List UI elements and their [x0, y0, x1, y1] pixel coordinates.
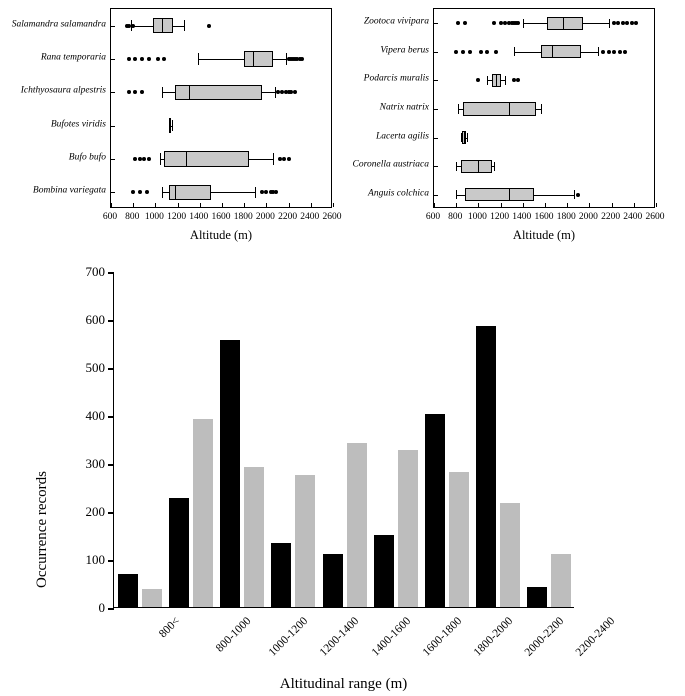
- y-tick: [108, 272, 114, 274]
- x-tick-label: 1000-1200: [266, 615, 311, 659]
- outlier-point: [289, 90, 293, 94]
- outlier-point: [260, 190, 264, 194]
- category-label: Ichthyosaura alpestris: [20, 85, 106, 96]
- y-tick-label: 200: [85, 504, 105, 519]
- whisker: [534, 195, 574, 196]
- boxplot-panel-amphibians: [0, 0, 340, 250]
- outlier-point: [162, 57, 166, 61]
- x-tick: [155, 203, 156, 207]
- outlier-point: [634, 21, 638, 25]
- bar: [551, 554, 571, 607]
- whisker-cap: [487, 76, 488, 85]
- x-tick: [200, 203, 201, 207]
- category-label: Lacerta agilis: [375, 130, 429, 141]
- outlier-point: [485, 50, 489, 54]
- y-tick: [434, 52, 438, 53]
- whisker-cap: [541, 104, 542, 113]
- y-tick-label: 400: [85, 408, 105, 423]
- whisker-cap: [273, 153, 274, 164]
- box: [463, 102, 536, 115]
- median-line: [496, 74, 497, 87]
- outlier-point: [516, 21, 520, 25]
- x-axis-title-reptiles: Altitude (m): [512, 228, 576, 242]
- category-label: Anguis colchica: [368, 187, 429, 198]
- whisker: [581, 52, 599, 53]
- x-tick-label: 1400: [512, 212, 532, 222]
- median-line: [162, 18, 163, 33]
- x-tick-label: 1000: [144, 212, 164, 222]
- outlier-point: [621, 21, 625, 25]
- median-line: [552, 45, 553, 58]
- outlier-point: [454, 50, 458, 54]
- outlier-point: [131, 190, 135, 194]
- whisker-cap: [160, 153, 161, 164]
- x-tick-label: 1200-1400: [317, 615, 362, 659]
- whisker: [173, 26, 184, 27]
- box: [244, 51, 273, 66]
- median-line: [170, 118, 171, 133]
- bar: [449, 472, 469, 607]
- y-tick: [434, 23, 438, 24]
- outlier-point: [616, 21, 620, 25]
- plot-area-bars: [85, 264, 618, 659]
- box: [465, 188, 534, 201]
- outlier-point: [147, 157, 151, 161]
- outlier-point: [156, 57, 160, 61]
- x-tick: [523, 203, 524, 207]
- bar: [169, 498, 189, 607]
- whisker-cap: [255, 187, 256, 198]
- box: [547, 17, 583, 30]
- x-axis-title-bars: Altitudinal range (m): [279, 676, 408, 692]
- outlier-point: [278, 157, 282, 161]
- bar: [527, 587, 547, 607]
- x-tick-label: 800: [448, 212, 463, 222]
- outlier-point: [264, 190, 268, 194]
- x-tick: [333, 203, 334, 207]
- outlier-point: [300, 57, 304, 61]
- x-tick-label: 2000-2200: [522, 615, 567, 659]
- category-label: Vipera berus: [380, 45, 429, 56]
- x-tick-label: 800-1000: [213, 615, 254, 655]
- whisker-cap: [514, 47, 515, 56]
- category-labels-amphibians: [0, 8, 106, 208]
- x-tick: [567, 203, 568, 207]
- x-tick-label: 1400: [189, 212, 209, 222]
- x-tick-label: 1800-2000: [471, 615, 516, 659]
- bar: [193, 419, 213, 607]
- x-tick-label: 800<: [156, 615, 182, 641]
- x-tick: [133, 203, 134, 207]
- bar: [476, 326, 496, 607]
- y-tick: [434, 166, 438, 167]
- y-tick-label: 100: [85, 552, 105, 567]
- whisker: [514, 52, 541, 53]
- x-tick: [656, 203, 657, 207]
- outlier-point: [133, 157, 137, 161]
- category-labels-reptiles: [345, 8, 429, 208]
- whisker-cap: [456, 190, 457, 199]
- y-tick: [434, 80, 438, 81]
- x-tick-label: 2000: [578, 212, 598, 222]
- whisker-cap: [505, 76, 506, 85]
- x-tick-label: 1000: [467, 212, 487, 222]
- whisker: [211, 192, 255, 193]
- outlier-point: [512, 78, 516, 82]
- bar: [244, 467, 264, 607]
- whisker-cap: [456, 162, 457, 171]
- outlier-point: [282, 157, 286, 161]
- bar: [295, 475, 315, 607]
- y-tick-label: 700: [85, 264, 105, 279]
- outlier-point: [503, 21, 507, 25]
- outlier-point: [630, 21, 634, 25]
- x-tick-label: 1400-1600: [369, 615, 413, 659]
- y-tick: [434, 109, 438, 110]
- y-tick: [108, 560, 114, 562]
- bar: [118, 574, 138, 607]
- x-tick-label: 800: [125, 212, 140, 222]
- y-tick: [108, 416, 114, 418]
- bar: [398, 450, 418, 607]
- y-tick: [111, 159, 115, 160]
- y-tick: [111, 92, 115, 93]
- x-tick: [266, 203, 267, 207]
- outlier-point: [456, 21, 460, 25]
- outlier-point: [127, 57, 131, 61]
- x-tick-label: 1600: [534, 212, 554, 222]
- outlier-point: [494, 50, 498, 54]
- outlier-point: [287, 157, 291, 161]
- outlier-point: [145, 190, 149, 194]
- outlier-point: [607, 50, 611, 54]
- whisker-cap: [523, 19, 524, 28]
- outlier-point: [140, 90, 144, 94]
- median-line: [509, 188, 510, 201]
- outlier-point: [133, 57, 137, 61]
- x-tick: [612, 203, 613, 207]
- y-tick-label: 300: [85, 456, 105, 471]
- y-tick: [434, 195, 438, 196]
- bar: [323, 554, 343, 607]
- bar: [425, 414, 445, 607]
- y-tick-label: 0: [98, 600, 105, 615]
- outlier-point: [131, 24, 135, 28]
- y-tick: [108, 464, 114, 466]
- category-label: Coronella austriaca: [352, 159, 429, 170]
- outlier-point: [612, 21, 616, 25]
- x-tick-label: 1800: [233, 212, 253, 222]
- whisker: [249, 159, 273, 160]
- box: [541, 45, 581, 58]
- outlier-point: [576, 193, 580, 197]
- x-tick-labels-amphibians: [102, 212, 342, 226]
- outlier-point: [207, 24, 211, 28]
- median-line: [464, 131, 465, 144]
- whisker: [262, 92, 275, 93]
- whisker: [583, 23, 610, 24]
- whisker: [523, 23, 547, 24]
- outlier-point: [492, 21, 496, 25]
- category-label: Salamandra salamandra: [11, 18, 106, 29]
- y-tick: [434, 138, 438, 139]
- x-tick-label: 2200-2400: [573, 615, 618, 659]
- x-tick: [244, 203, 245, 207]
- x-tick: [311, 203, 312, 207]
- x-tick-label: 1200: [490, 212, 510, 222]
- x-tick: [501, 203, 502, 207]
- x-tick-label: 2400: [623, 212, 643, 222]
- outlier-point: [142, 157, 146, 161]
- category-label: Bufotes viridis: [50, 118, 106, 129]
- x-tick-label: 600: [425, 212, 441, 222]
- x-tick-label: 2000: [255, 212, 275, 222]
- x-tick: [589, 203, 590, 207]
- outlier-point: [499, 21, 503, 25]
- median-line: [189, 85, 190, 100]
- y-axis-title-bars: Occurrence records: [34, 470, 50, 588]
- x-tick-label: 2600: [645, 212, 665, 222]
- category-label: Bombina variegata: [32, 185, 106, 196]
- category-label: Rana temporaria: [40, 52, 106, 63]
- y-tick: [108, 320, 114, 322]
- outlier-point: [516, 78, 520, 82]
- x-tick-label: 1800: [556, 212, 576, 222]
- x-tick-labels-reptiles: [425, 212, 665, 226]
- outlier-point: [623, 50, 627, 54]
- category-label: Podarcis muralis: [363, 73, 429, 84]
- whisker-cap: [598, 47, 599, 56]
- median-line: [478, 160, 479, 173]
- bar: [374, 535, 394, 607]
- bar: [142, 589, 162, 607]
- outlier-point: [133, 90, 137, 94]
- whisker-cap: [458, 104, 459, 113]
- outlier-point: [138, 157, 142, 161]
- median-line: [509, 102, 510, 115]
- whisker-cap: [172, 120, 173, 131]
- outlier-point: [147, 57, 151, 61]
- outlier-point: [601, 50, 605, 54]
- whisker-cap: [494, 162, 495, 171]
- whisker: [273, 59, 286, 60]
- bar: [220, 340, 240, 607]
- bar: [500, 503, 520, 607]
- y-tick: [111, 59, 115, 60]
- outlier-point: [479, 50, 483, 54]
- x-tick: [478, 203, 479, 207]
- x-tick: [222, 203, 223, 207]
- bar-chart-panel: [0, 258, 685, 696]
- whisker-cap: [467, 133, 468, 142]
- whisker-cap: [162, 87, 163, 98]
- whisker-cap: [574, 190, 575, 199]
- y-tick: [108, 512, 114, 514]
- outlier-point: [127, 24, 131, 28]
- outlier-point: [468, 50, 472, 54]
- whisker: [198, 59, 245, 60]
- bar: [347, 443, 367, 607]
- outlier-point: [276, 90, 280, 94]
- x-tick: [634, 203, 635, 207]
- x-tick: [456, 203, 457, 207]
- outlier-point: [461, 50, 465, 54]
- outlier-point: [293, 90, 297, 94]
- category-label: Zootoca vivipara: [363, 16, 429, 27]
- y-tick: [111, 192, 115, 193]
- whisker: [162, 92, 175, 93]
- y-tick: [111, 26, 115, 27]
- whisker-cap: [184, 20, 185, 31]
- box: [461, 160, 492, 173]
- median-line: [563, 17, 564, 30]
- outlier-point: [476, 78, 480, 82]
- y-tick-label: 500: [85, 360, 105, 375]
- x-tick-label: 2400: [300, 212, 320, 222]
- whisker: [456, 195, 465, 196]
- x-tick-label: 1200: [167, 212, 187, 222]
- outlier-point: [140, 57, 144, 61]
- plot-area-reptiles: [433, 8, 655, 208]
- x-tick-label: 2200: [601, 212, 621, 222]
- plot-area-amphibians: [110, 8, 332, 208]
- outlier-point: [280, 90, 284, 94]
- x-tick-label: 2200: [278, 212, 298, 222]
- box: [164, 151, 248, 166]
- x-tick: [545, 203, 546, 207]
- boxplot-panel-reptiles: [345, 0, 685, 250]
- y-tick-label: 600: [85, 312, 105, 327]
- outlier-point: [625, 21, 629, 25]
- x-tick-label: 1600: [211, 212, 231, 222]
- outlier-point: [463, 21, 467, 25]
- category-label: Bufo bufo: [68, 152, 106, 163]
- y-tick: [108, 368, 114, 370]
- outlier-point: [138, 190, 142, 194]
- x-tick-label: 600: [102, 212, 118, 222]
- x-tick-label: 2600: [322, 212, 342, 222]
- x-tick: [111, 203, 112, 207]
- median-line: [253, 51, 254, 66]
- whisker-cap: [162, 187, 163, 198]
- median-line: [186, 151, 187, 166]
- whisker-cap: [198, 53, 199, 64]
- x-tick: [289, 203, 290, 207]
- outlier-point: [612, 50, 616, 54]
- median-line: [175, 185, 176, 200]
- bar: [271, 543, 291, 607]
- y-tick: [108, 608, 114, 610]
- box: [153, 18, 173, 33]
- outlier-point: [127, 90, 131, 94]
- x-tick: [434, 203, 435, 207]
- outlier-point: [274, 190, 278, 194]
- x-tick-label: 1600-1800: [420, 615, 465, 659]
- x-axis-title-amphibians: Altitude (m): [189, 228, 253, 242]
- whisker-cap: [609, 19, 610, 28]
- x-tick: [178, 203, 179, 207]
- category-label: Natrix natrix: [379, 102, 429, 113]
- outlier-point: [618, 50, 622, 54]
- y-tick: [111, 126, 115, 127]
